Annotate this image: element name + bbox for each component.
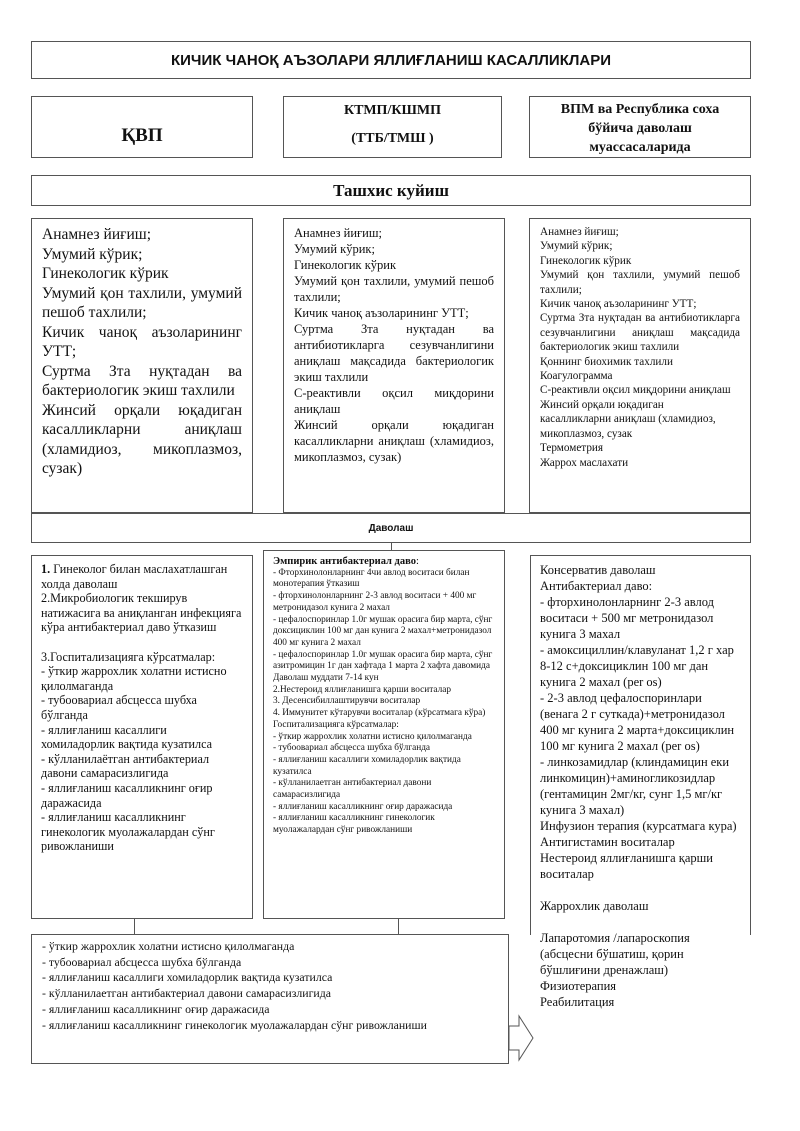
treatment-item-text: - кўлланилаётган антибактериал давони самарасизлигида (41, 751, 210, 781)
diagnosis-item: Умумий кўрик; (42, 245, 143, 263)
treatment-item: - яллиғланиш касалликнинг оғир даражасида (273, 801, 453, 812)
treatment-item: Лапаротомия /лапароскопия (абсцесни бўшатиш, қорин бўшлиғини дренажлаш) (540, 931, 690, 977)
diagnosis-column-ktmp (283, 218, 505, 513)
page-title-box (31, 41, 751, 79)
treatment-item-text: 3.Госпитализацияга кўрсатмалар: (41, 649, 216, 664)
treatment-item: - яллиғланиш касаллиги хомиладорлик вақтида кузатилса (273, 754, 461, 777)
treatment-item-text: - яллиғланиш касаллиги хомиладорлик вақтида кузатилса (41, 722, 213, 752)
diagnosis-item: Гинекологик кўрик (540, 254, 632, 267)
diagnosis-header: Ташхис куйиш (333, 180, 449, 200)
treatment-item (41, 752, 243, 781)
treatment-item: Госпитализацияга кўрсатмалар: (273, 719, 399, 730)
treatment-item: Нестероид яллиғланишга қарши воситалар (540, 851, 713, 881)
hospitalization-item: - яллиғланиш касалликнинг оғир даражасида (42, 1001, 270, 1016)
diagnosis-item: С-реактивли оқсил миқдорини аниқлаш (294, 386, 494, 416)
level-vpm-label: ВПМ ва Республика соха бўйича даволаш муассасаларида (560, 102, 720, 155)
treatment-item-text: - яллиғланиш касалликнинг оғир даражасида (41, 780, 213, 810)
treatment-item: Реабилитация (540, 995, 615, 1009)
level-kvp-box (31, 96, 253, 158)
treatment-item: Физиотерапия (540, 979, 617, 993)
treatment-item: - фторхинолонларнинг 2-3 авлод воситаси + 400 мг метронидазол кунига 2 махал (273, 591, 477, 613)
treatment-item-text: 2.Микробиологик текширув натижасига ва аниқланган инфекцияга кўра антибактериал даво ўтказиш (41, 591, 242, 635)
hospitalization-item: - яллиғланиш касаллиги хомиладорлик вақтида кузатилса (42, 970, 333, 985)
diagnosis-item: Анамнез йиғиш; (294, 226, 382, 240)
diagnosis-item: Суртма Зта нуқтадан ва бактериологик экиш тахлили (42, 362, 242, 399)
treatment-item (540, 914, 741, 930)
treatment-item: - яллиғланиш касалликнинг гинекологик муолажалардан сўнг ривожланиши (273, 813, 435, 836)
treatment-item-text: - тубоовариал абсцесса шубха бўлганда (41, 693, 197, 722)
treatment-item-number: 1. (41, 562, 51, 576)
treatment-column-kvp (31, 555, 253, 919)
treatment-item-text: Гинеколог билан маслахатлашган холда даволаш (41, 562, 228, 591)
treatment-item: - линкозамидлар (клиндамицин еки линкомицин)+аминогликозидлар (гентамицин 2мг/кг, сунг 1,5 мг/кг кунига 3 махал) (540, 755, 730, 817)
arrow-right-icon (508, 1014, 534, 1062)
diagnosis-item: Умумий қон тахлили, умумий пешоб тахлили; (42, 284, 242, 321)
diagnosis-item: Умумий қон тахлили, умумий пешоб тахлили; (294, 274, 494, 304)
empiric-therapy-heading-text: Эмпирик антибактериал даво (273, 556, 416, 567)
treatment-item (41, 723, 243, 752)
treatment-item: 4. Иммунитет кўтарувчи воситалар (кўрсатмага кўра) (273, 708, 486, 719)
treatment-item (41, 562, 243, 591)
treatment-item: Инфузион терапия (курсатмага кура) (540, 819, 737, 833)
diagnosis-item: Жинсий орқали юқадиган касалликларни аниқлаш (хламидиоз, микоплазмоз, сузак) (42, 401, 242, 477)
diagnosis-item: Суртма Зта нуқтадан ва антибиотикларга сезувчанлигини аниқлаш мақсадида бактериологик экиш тахлили (540, 312, 740, 354)
diagnosis-item: Кичик чаноқ аъзоларининг УТТ; (42, 323, 242, 360)
diagnosis-column-vpm (529, 218, 751, 513)
treatment-item (41, 810, 243, 854)
diagnosis-item: Кичик чаноқ аъзоларининг УТТ; (540, 298, 697, 311)
diagnosis-item: Қоннинг биохимик тахлили (540, 355, 673, 368)
treatment-item: - 2-3 авлод цефалоспоринлари (венага 2 г суткада)+метронидазол 400 мг кунига 2 марта+доксициклин 100 мг кунига 2 махал (per os) (540, 691, 735, 753)
diagnosis-item: С-реактивли оқсил миқдорини аниқлаш (540, 384, 731, 397)
level-kvp-label: ҚВП (121, 125, 163, 146)
diagnosis-item: Жаррох маслахати (540, 456, 629, 469)
diagnosis-item: Умумий кўрик; (294, 242, 375, 256)
diagnosis-item: микоплазмоз, сузак (540, 427, 633, 440)
level-ktmp-box (283, 96, 502, 158)
treatment-column-vpm (530, 555, 751, 1009)
treatment-item: - кўлланилаетган антибактериал давони самарасизлигида (273, 778, 432, 801)
level-ktmp-line2: (ТТБ/ТМШ ) (351, 131, 434, 146)
treatment-item: - цефалоспоринлар 1.0г мушак орасига бир марта, сўнг азитромицин 1г дан хафтада 1 марта 2 хафта давомида (273, 649, 493, 672)
treatment-item: - амоксициллин/клавуланат 1,2 г хар 8-12 с+доксициклин 100 мг дан кунига 2 махал (per os) (540, 643, 734, 689)
level-vpm-box (529, 96, 751, 158)
empiric-therapy-heading: Эмпирик антибактериал даво: (273, 556, 419, 567)
level-ktmp-line1: КТМП/КШМП (344, 103, 441, 118)
diagnosis-item: Умумий кўрик; (540, 240, 613, 253)
diagnosis-item: касалликларни аниқлаш (хламидиоз, (540, 413, 716, 426)
treatment-item (41, 635, 243, 650)
treatment-item (41, 591, 243, 635)
connector-line (134, 919, 135, 934)
treatment-item: - ўткир жаррохлик холатни истисно қилолмаганда (273, 731, 472, 742)
treatment-column-ktmp (263, 550, 505, 919)
diagnosis-item: Анамнез йиғиш; (42, 226, 152, 243)
treatment-item: - тубоовариал абсцесса шубха бўлганда (273, 743, 431, 754)
diagnosis-item: Умумий қон тахлили, умумий пешоб тахлили; (540, 269, 740, 296)
treatment-item (41, 664, 243, 693)
treatment-item (540, 882, 741, 898)
treatment-item: - цефалоспоринлар 1.0г мушак орасига бир марта, сўнг доксициклин 100 мг дан кунига 2 махал+метронидазол 400 мг кунига 2 махал (273, 614, 493, 648)
treatment-header-box (31, 513, 751, 543)
treatment-item: 2.Нестероид яллиғланишга қарши воситалар (273, 684, 452, 695)
diagnosis-item: Гинекологик кўрик (294, 258, 397, 272)
page-title: КИЧИК ЧАНОҚ АЪЗОЛАРИ ЯЛЛИҒЛАНИШ КАСАЛЛИКЛАРИ (170, 51, 611, 69)
treatment-item: Консерватив даволаш (540, 563, 656, 577)
diagnosis-header-box (31, 175, 751, 206)
treatment-item: Жаррохлик даволаш (540, 899, 649, 913)
diagnosis-item: Суртма Зта нуқтадан ва антибиотикларга сезувчанлигини аниқлаш мақсадида бактериологик экиш тахлили (294, 322, 494, 384)
diagnosis-item: Жинсий орқали юқадиган (540, 398, 664, 411)
diagnosis-item: Кичик чаноқ аъзоларининг УТТ; (294, 306, 469, 320)
hospitalization-item: - тубоовариал абсцесса шубха бўлганда (42, 954, 242, 969)
hospitalization-box (31, 934, 509, 1064)
diagnosis-item: Гинекологик кўрик (42, 265, 169, 282)
treatment-item: - Фторхинолонларнинг 4чи авлод воситаси билан монотерапия ўтказиш (273, 567, 470, 590)
diagnosis-item: Термометрия (540, 442, 604, 455)
treatment-item: 3. Десенсибиллаштирувчи воситалар (273, 696, 421, 707)
hospitalization-item: - яллиғланиш касалликнинг гинекологик муолажалардан сўнг ривожланиши (42, 1017, 427, 1032)
treatment-header: Даволаш (368, 522, 414, 534)
diagnosis-column-kvp (31, 218, 253, 513)
treatment-item: Антибактериал даво: (540, 579, 653, 593)
treatment-item (41, 693, 243, 722)
treatment-item: Антигистамин воситалар (540, 835, 675, 849)
hospitalization-item: - кўлланилаетган антибактериал давони самарасизлигида (42, 986, 331, 1001)
treatment-item (41, 650, 243, 665)
hospitalization-item: - ўткир жаррохлик холатни истисно қилолмаганда (42, 939, 295, 953)
treatment-item (41, 781, 243, 810)
treatment-item: Даволаш муддати 7-14 кун (273, 673, 379, 684)
diagnosis-item: Анамнез йиғиш; (540, 226, 619, 238)
treatment-item: - фторхинолонларнинг 2-3 авлод воситаси + 500 мг метронидазол кунига 3 махал (540, 595, 714, 641)
connector-line (398, 918, 399, 934)
diagnosis-item: Жинсий орқали юқадиган касалликларни аниқлаш (хламидиоз, микоплазмоз, сузак) (294, 418, 494, 464)
treatment-item-text: - яллиғланиш касалликнинг гинекологик муолажалардан сўнг ривожланиши (41, 810, 215, 854)
treatment-item-text: - ўткир жаррохлик холатни истисно қилолмаганда (41, 664, 227, 693)
diagnosis-item: Коагулограмма (540, 370, 613, 383)
